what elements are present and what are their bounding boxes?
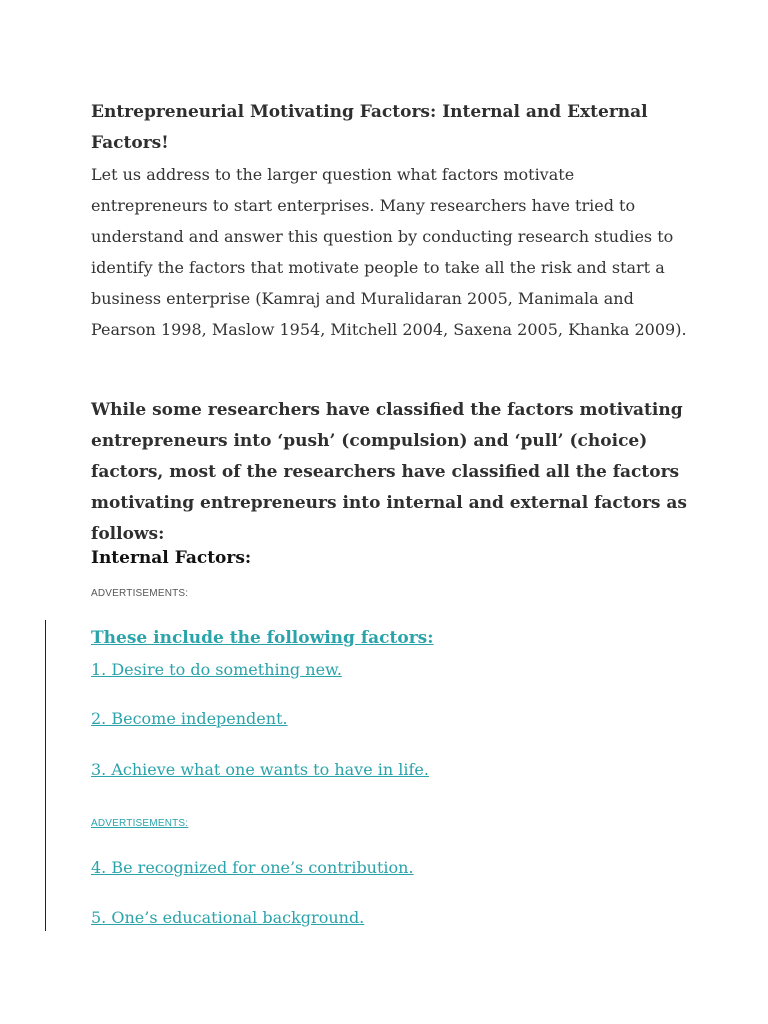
factors-intro-link[interactable]: These include the following factors: xyxy=(91,628,434,648)
factor-item-1[interactable]: 1. Desire to do something new. xyxy=(91,660,342,679)
section-heading-internal-factors: Internal Factors: xyxy=(91,548,252,568)
classification-paragraph: While some researchers have classified the factors motivating entrepreneurs into ‘push’ (compulsion) and ‘pull’ (choice) factors, most of the researchers have classified all the factors motivating entrepreneurs into internal and external factors as follows: xyxy=(91,400,687,544)
article-title: Entrepreneurial Motivating Factors: Internal and External Factors! xyxy=(91,102,648,153)
margin-rule xyxy=(45,620,46,931)
factor-item-3[interactable]: 3. Achieve what one wants to have in life. xyxy=(91,760,429,779)
intro-paragraph: Let us address to the larger question what factors motivate entrepreneurs to start enterprises. Many researchers have tried to understand and answer this question by conducting research studies to identify the factors that motivate people to take all the risk and start a business enterprise (Kamraj and Muralidaran 2005, Manimala and Pearson 1998, Maslow 1954, Mitchell 2004, Saxena 2005, Khanka 2009). xyxy=(91,165,687,339)
advertisement-label: ADVERTISEMENTS: xyxy=(91,588,189,599)
factor-item-4[interactable]: 4. Be recognized for one’s contribution. xyxy=(91,858,414,877)
factor-item-2[interactable]: 2. Become independent. xyxy=(91,709,288,728)
advertisement-link[interactable]: ADVERTISEMENTS: xyxy=(91,818,189,829)
factor-item-5[interactable]: 5. One’s educational background. xyxy=(91,908,365,927)
